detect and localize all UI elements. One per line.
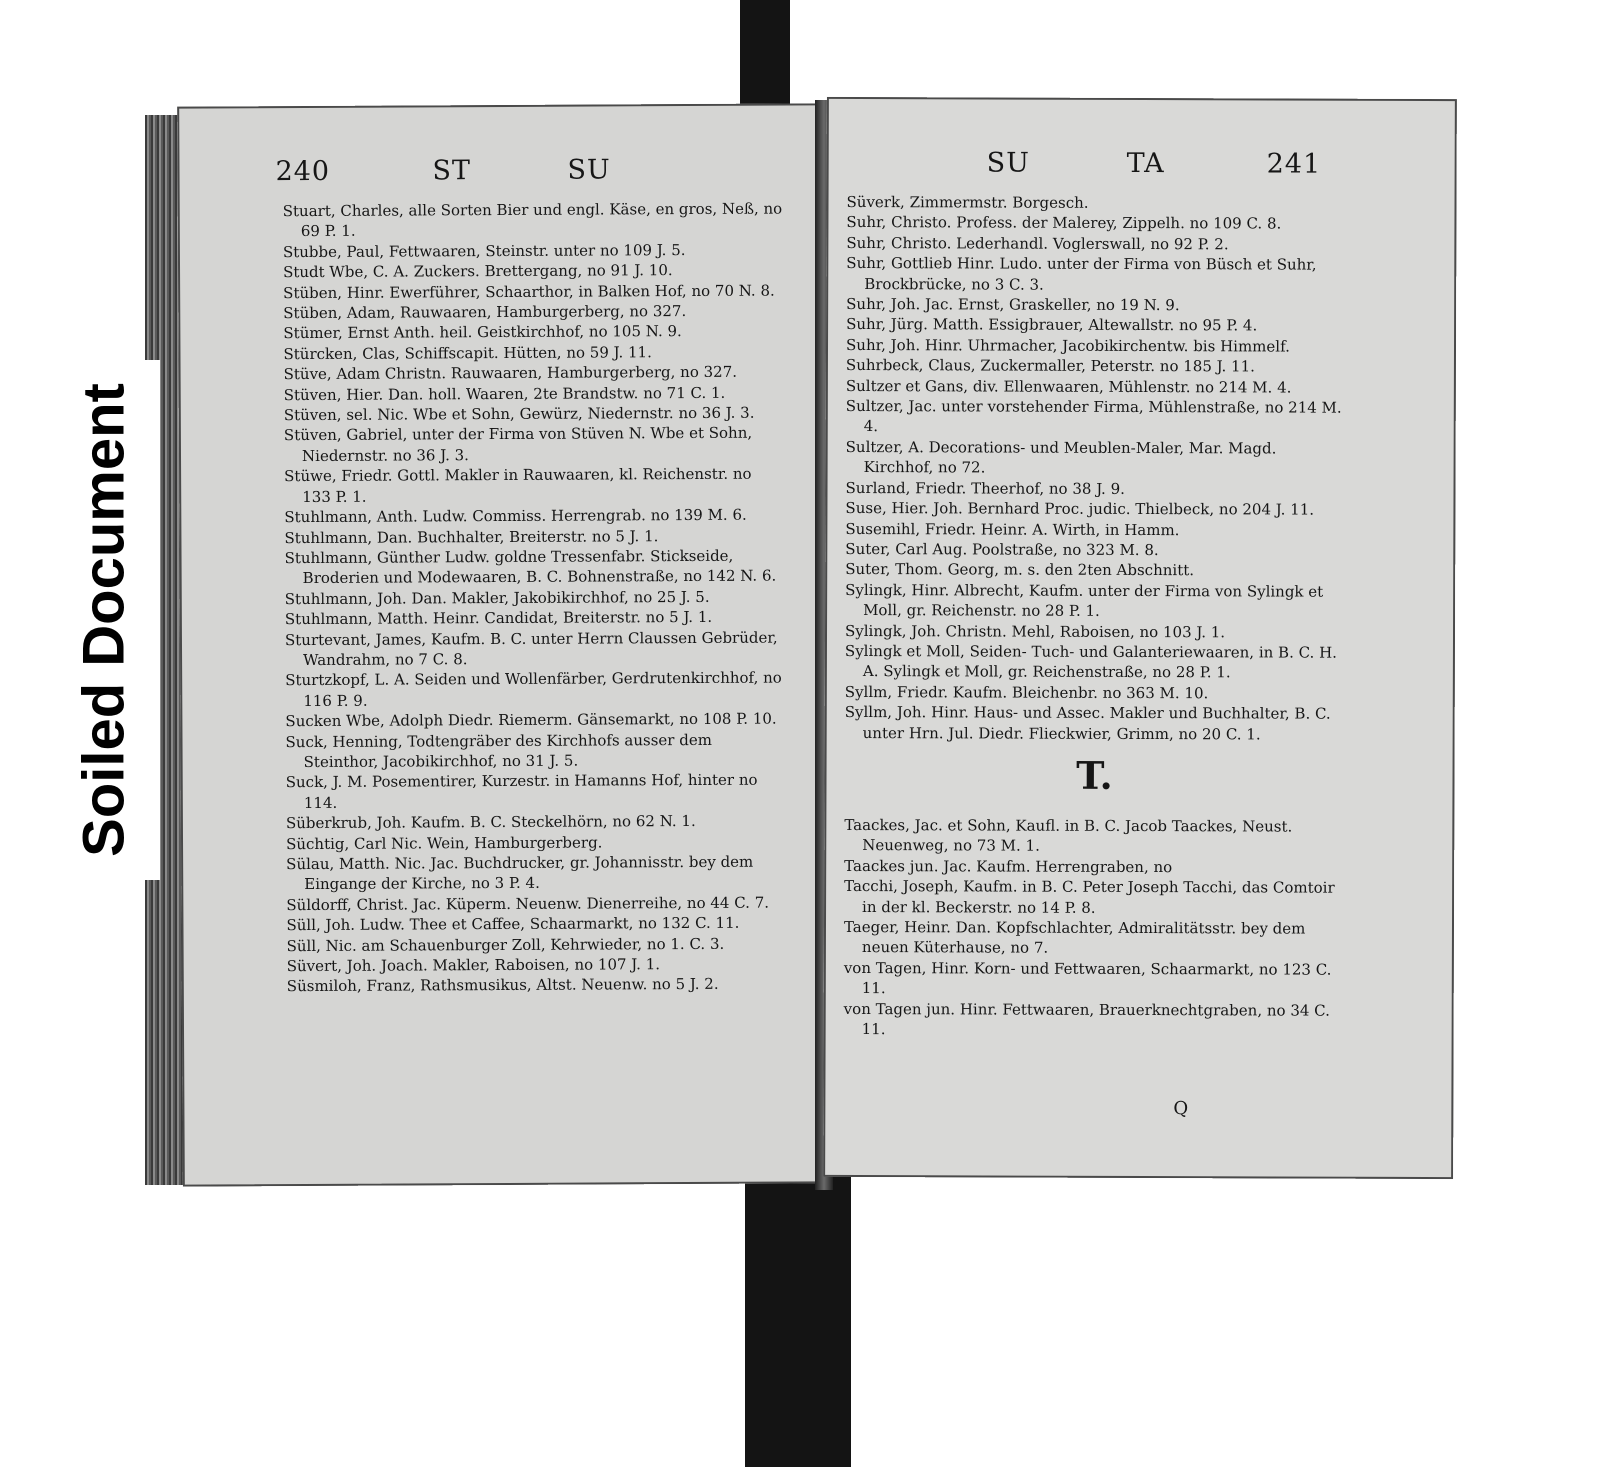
directory-entry: Stüben, Hinr. Ewerführer, Schaarthor, in Balken Hof, no 70 N. 8. <box>283 281 775 302</box>
directory-entry: Stüven, Hier. Dan. holl. Waaren, 2te Brandstw. no 71 C. 1. <box>283 383 726 404</box>
directory-entry: Syllm, Friedr. Kaufm. Bleichenbr. no 363 M. 10. <box>844 682 1209 702</box>
directory-entry: Susemihl, Friedr. Heinr. A. Wirth, in Hamm. <box>845 519 1180 539</box>
directory-entry: Suse, Hier. Joh. Bernhard Proc. judic. Thielbeck, no 204 J. 11. <box>845 499 1315 519</box>
directory-entry: Taeger, Heinr. Dan. Kopfschlachter, Admiralitätsstr. bey dem neuen Küterhause, no 7. <box>843 917 1306 958</box>
directory-entry: Sturtzkopf, L. A. Seiden und Wollenfärber, Gerdrutenkirchhof, no 116 P. 9. <box>285 668 782 710</box>
directory-entry: Stürcken, Clas, Schiffscapit. Hütten, no 59 J. 11. <box>283 343 652 363</box>
directory-entry: Suck, J. M. Posementirer, Kurzestr. in Hamanns Hof, hinter no 114. <box>285 771 758 812</box>
directory-entry: Stuhlmann, Joh. Dan. Makler, Jakobikirchhof, no 25 J. 5. <box>284 587 710 608</box>
directory-entry: Stuhlmann, Dan. Buchhalter, Breiterstr. no 5 J. 1. <box>284 526 659 547</box>
directory-entry: Sturtevant, James, Kaufm. B. C. unter Herrn Claussen Gebrüder, Wandrahm, no 7 C. 8. <box>284 628 778 669</box>
directory-entry: Suhr, Jürg. Matth. Essigbrauer, Altewallstr. no 95 P. 4. <box>846 315 1258 335</box>
directory-entry: Suhr, Joh. Hinr. Uhrmacher, Jacobikirchentw. bis Himmelf. <box>845 335 1290 356</box>
soiled-document-label <box>48 360 160 880</box>
directory-entry: Stubbe, Paul, Fettwaaren, Steinstr. unter no 109 J. 5. <box>282 240 686 261</box>
catchword: Q <box>1173 1098 1189 1120</box>
header-left-su: SU <box>567 154 611 186</box>
right-page <box>823 97 1457 1179</box>
right-entries <box>844 192 1347 1041</box>
left-page <box>177 103 823 1186</box>
tape-top <box>740 0 790 120</box>
directory-entry: Suhrbeck, Claus, Zuckermaller, Peterstr. no 185 J. 11. <box>845 356 1255 376</box>
header-left-st: ST <box>432 155 472 187</box>
directory-entry: Stüven, sel. Nic. Wbe et Sohn, Gewürz, Niedernstr. no 36 J. 3. <box>283 403 755 425</box>
tape-bottom <box>745 1160 851 1467</box>
directory-entry: Süsmiloh, Franz, Rathsmusikus, Altst. Neuenw. no 5 J. 2. <box>286 975 719 996</box>
directory-entry: Suck, Henning, Todtengräber des Kirchhofs ausser dem Steinthor, Jacobikirchhof, no 31 J. 5. <box>285 730 712 771</box>
directory-entry: Stuhlmann, Günther Ludw. goldne Tressenfabr. Stickseide, Broderien und Modewaaren, B. C. Bohnenstraße, no 142 N. 6. <box>284 546 777 588</box>
directory-entry: Suter, Thom. Georg, m. s. den 2ten Abschnitt. <box>845 560 1195 580</box>
directory-entry: Sucken Wbe, Adolph Diedr. Riemerm. Gänsemarkt, no 108 P. 10. <box>285 709 777 731</box>
directory-entry: von Tagen, Hinr. Korn- und Fettwaaren, Schaarmarkt, no 123 C. 11. <box>843 958 1332 998</box>
directory-entry: Studt Wbe, C. A. Zuckers. Brettergang, no 91 J. 10. <box>282 261 673 282</box>
directory-entry: Suter, Carl Aug. Poolstraße, no 323 M. 8. <box>845 539 1159 559</box>
page-number-right: 241 <box>1266 148 1322 180</box>
directory-entry: Stüwe, Friedr. Gottl. Makler in Rauwaaren, kl. Reichenstr. no 133 P. 1. <box>284 464 752 506</box>
directory-entry: Sultzer, A. Decorations- und Meublen-Maler, Mar. Magd. Kirchhof, no 72. <box>845 437 1277 477</box>
directory-entry: Surland, Friedr. Theerhof, no 38 J. 9. <box>845 478 1125 498</box>
directory-entry: Sylingk et Moll, Seiden- Tuch- und Galanteriewaaren, in B. C. H. A. Sylingk et Moll, gr. Reichenstraße, no 28 P. 1. <box>844 641 1337 682</box>
directory-entry: Süll, Joh. Ludw. Thee et Caffee, Schaarmarkt, no 132 C. 11. <box>286 913 740 935</box>
header-right-su: SU <box>986 147 1030 179</box>
section-letter: T. <box>1076 752 1113 798</box>
directory-entry: Stümer, Ernst Anth. heil. Geistkirchhof, no 105 N. 9. <box>283 322 682 343</box>
directory-entry: Taackes jun. Jac. Kaufm. Herrengraben, no <box>844 856 1173 876</box>
directory-entry: Sylingk, Joh. Christn. Mehl, Raboisen, no 103 J. 1. <box>844 621 1226 641</box>
directory-entry: Süll, Nic. am Schauenburger Zoll, Kehrwieder, no 1. C. 3. <box>286 934 725 955</box>
directory-entry: Süldorff, Christ. Jac. Küperm. Neuenw. Dienerreihe, no 44 C. 7. <box>286 893 770 914</box>
directory-entry: Sylingk, Hinr. Albrecht, Kaufm. unter der Firma von Sylingk et Moll, gr. Reichenstr. no 28 P. 1. <box>845 580 1324 620</box>
soiled-document-text: Soiled Document <box>71 383 137 857</box>
directory-entry: Syllm, Joh. Hinr. Haus- und Assec. Makler und Buchhalter, B. C. unter Hrn. Jul. Diedr. Flieckwier, Grimm, no 20 C. 1. <box>844 703 1331 743</box>
left-entries <box>283 199 787 997</box>
directory-entry: Stüve, Adam Christn. Rauwaaren, Hamburgerberg, no 327. <box>283 363 738 384</box>
directory-entry: Suhr, Christo. Lederhandl. Voglerswall, no 92 P. 2. <box>846 233 1229 254</box>
directory-entry: Süvert, Joh. Joach. Makler, Raboisen, no 107 J. 1. <box>286 955 661 976</box>
directory-entry: Suhr, Christo. Profess. der Malerey, Zippelh. no 109 C. 8. <box>846 213 1282 233</box>
directory-entry: Sultzer, Jac. unter vorstehender Firma, Mühlenstraße, no 214 M. 4. <box>845 397 1342 436</box>
directory-entry: Suhr, Joh. Jac. Ernst, Graskeller, no 19 N. 9. <box>846 295 1180 315</box>
directory-entry: Tacchi, Joseph, Kaufm. in B. C. Peter Joseph Tacchi, das Comtoir in der kl. Beckerstr. no 14 P. 8. <box>844 877 1335 917</box>
page-number-left: 240 <box>275 155 331 188</box>
directory-entry: Stuhlmann, Anth. Ludw. Commiss. Herrengrab. no 139 M. 6. <box>284 505 747 527</box>
directory-entry: Taackes, Jac. et Sohn, Kaufl. in B. C. Jacob Taackes, Neust. Neuenweg, no 73 M. 1. <box>844 815 1293 856</box>
directory-entry: Stüben, Adam, Rauwaaren, Hamburgerberg, no 327. <box>283 302 687 323</box>
directory-entry: Suhr, Gottlieb Hinr. Ludo. unter der Firma von Büsch et Suhr, Brockbrücke, no 3 C. 3. <box>846 254 1317 294</box>
directory-entry: Stuhlmann, Matth. Heinr. Candidat, Breiterstr. no 5 J. 1. <box>284 608 713 629</box>
directory-entry: Stüven, Gabriel, unter der Firma von Stüven N. Wbe et Sohn, Niedernstr. no 36 J. 3. <box>283 424 753 465</box>
directory-entry: Süverk, Zimmermstr. Borgesch. <box>846 192 1089 212</box>
directory-entry: Stuart, Charles, alle Sorten Bier und engl. Käse, en gros, Neß, no 69 P. 1. <box>282 199 783 241</box>
directory-entry: Sülau, Matth. Nic. Jac. Buchdrucker, gr. Johannisstr. bey dem Eingange der Kirche, no 3 P. 4. <box>286 852 754 894</box>
directory-entry: von Tagen jun. Hinr. Fettwaaren, Brauerknechtgraben, no 34 C. 11. <box>843 999 1330 1039</box>
directory-entry: Süberkrub, Joh. Kaufm. B. C. Steckelhörn, no 62 N. 1. <box>285 812 696 833</box>
directory-entry: Sultzer et Gans, div. Ellenwaaren, Mühlenstr. no 214 M. 4. <box>845 376 1292 397</box>
header-right-ta: TA <box>1126 147 1165 180</box>
directory-entry: Süchtig, Carl Nic. Wein, Hamburgerberg. <box>285 833 603 853</box>
